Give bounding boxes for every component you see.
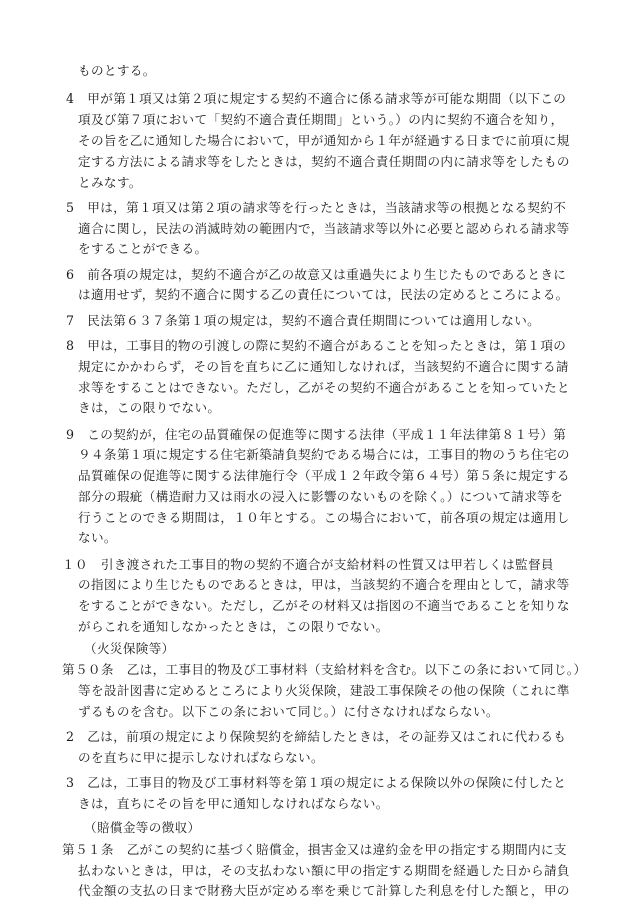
text-line: 2 乙は，前項の規定により保険契約を締結したときは，その証券又はこれに代わるも [66,729,567,744]
text-line: ない。 [78,530,117,545]
text-line: 部分の瑕疵（構造耐力又は雨水の浸入に影響のないものを除く。）について請求等を [78,489,564,504]
text-line: 払わないときは，甲は，その支払わない額に甲の指定する期間を経過した日から請負 [78,863,570,878]
text-line: 求等をすることはできない。ただし，乙がその契約不適合があることを知っていたと [78,380,570,395]
text-line: 項及び第７項において「契約不適合責任期間」という。）の内に契約不適合を知り， [78,112,564,127]
text-line: 行うことのできる期間は，１０年とする。この場合において，前各項の規定は適用し [78,510,570,525]
text-line: きは，この限りでない。 [78,400,221,415]
text-line: 4 甲が第１項又は第２項に規定する契約不適合に係る請求等が可能な期間（以下この [66,91,567,106]
text-line: 7 民法第６３７条第１項の規定は，契約不適合責任期間については適用しない。 [66,313,541,328]
text-line: 代金額の支払の日まで財務大臣が定める率を乗じて計算した利息を付した額と，甲の [78,883,570,898]
text-line: きは，直ちにその旨を甲に通知しなければならない。 [78,796,389,811]
text-line: ものとする。 [78,63,156,78]
text-line: １０ 引き渡された工事目的物の契約不適合が支給材料の性質又は甲若しくは監督員 [62,557,554,572]
text-line: （火災保険等） [84,641,175,656]
text-line: 第５１条 乙がこの契約に基づく賠償金，損害金又は違約金を甲の指定する期間内に支 [62,842,567,857]
text-line: 8 甲は，工事目的物の引渡しの際に契約不適合があることを知ったときは，第１項の [66,338,567,353]
text-line: のを直ちに甲に提示しなければならない。 [78,750,324,765]
text-line: ずるものを含む。以下この条において同じ。）に付さなければならない。 [78,704,499,719]
text-line: 品質確保の促進等に関する法律施行令（平成１２年政令第６４号）第５条に規定する [78,468,570,483]
text-line: 9 この契約が，住宅の品質確保の促進等に関する法律（平成１１年法律第８１号）第 [66,427,567,442]
text-line: の指図により生じたものであるときは，甲は，当該契約不適合を理由として，請求等 [78,577,570,592]
text-line: がらこれを通知しなかったときは，この限りでない。 [78,619,389,634]
text-line: 定する方法による請求等をしたときは，契約不適合責任期間の内に請求等をしたもの [78,154,570,169]
text-line: 5 甲は，第１項又は第２項の請求等を行ったときは，当該請求等の根拠となる契約不 [66,200,567,215]
text-line: をすることができる。 [78,241,208,256]
text-line: は適用せず，契約不適合に関する乙の責任については，民法の定めるところによる。 [78,287,569,302]
text-line: 6 前各項の規定は，契約不適合が乙の故意又は重過失により生じたものであるときに [66,267,567,282]
text-line: ９４条第１項に規定する住宅新築請負契約である場合には，工事目的物のうち住宅の [78,447,570,462]
text-line: 規定にかかわらず，その旨を直ちに乙に通知しなければ，当該契約不適合に関する請 [78,359,569,374]
text-line: 適合に関し，民法の消滅時効の範囲内で，当該請求等以外に必要と認められる請求等 [78,221,570,236]
text-line: をすることができない。ただし，乙がその材料又は指図の不適当であることを知りな [78,598,570,613]
text-line: その旨を乙に通知した場合において，甲が通知から１年が経過する日までに前項に規 [78,133,570,148]
text-line: 3 乙は，工事目的物及び工事材料等を第１項の規定による保険以外の保険に付したと [66,775,567,790]
text-line: とみなす。 [78,175,142,190]
text-line: 第５０条 乙は，工事目的物及び工事材料（支給材料を含む。以下この条において同じ。） [62,662,587,677]
text-line: （賠償金等の徴収） [84,820,201,835]
text-line: 等を設計図書に定めるところにより火災保険，建設工事保険その他の保険（これに準 [78,683,570,698]
